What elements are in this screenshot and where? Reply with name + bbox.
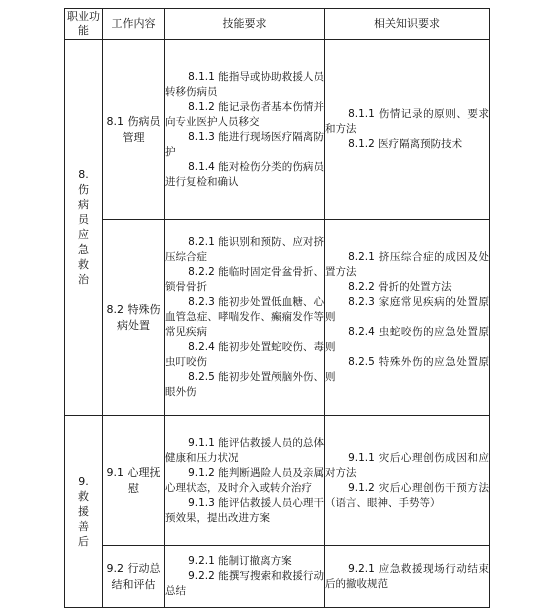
header-skill: 技能要求 — [165, 9, 325, 40]
knowledge-cell — [325, 546, 490, 608]
knowledge-item: 8.1.2 医疗隔离预防技术 — [348, 138, 463, 150]
skill-cell — [165, 40, 325, 220]
skill-item: 8.2.3 能初步处置低血糖、心血管急症、哮喘发作、癫痫发作等常见疾病 — [165, 296, 324, 338]
header-function: 职业功能 — [65, 9, 103, 40]
work-cell: 8.2 特殊伤病处置 — [103, 220, 165, 416]
knowledge-item: 8.2.2 骨折的处置方法 — [348, 281, 452, 293]
knowledge-item: 8.2.1 挤压综合症的成因及处置方法 — [325, 251, 489, 278]
skill-item: 9.2.1 能制订撤离方案 — [188, 555, 292, 567]
skill-item: 9.2.2 能撰写搜索和救援行动总结 — [165, 570, 324, 597]
knowledge-item: 8.2.4 虫蛇咬伤的应急处置原则 — [325, 326, 489, 353]
table-row — [65, 546, 490, 608]
knowledge-item: 9.1.1 灾后心理创伤成因和应对方法 — [325, 451, 489, 479]
knowledge-cell — [325, 40, 490, 220]
table-header-row — [65, 9, 490, 40]
skills-table — [64, 8, 490, 608]
knowledge-item: 9.2.1 应急救援现场行动结束后的撤收规范 — [325, 562, 489, 590]
skill-item: 8.1.1 能指导或协助救援人员转移伤病员 — [165, 70, 324, 98]
work-cell: 9.1 心理抚慰 — [103, 416, 165, 546]
table-row — [65, 40, 490, 220]
skill-cell — [165, 220, 325, 416]
skill-item: 8.1.4 能对检伤分类的伤病员进行复检和确认 — [165, 160, 324, 188]
work-cell: 9.2 行动总结和评估 — [103, 546, 165, 608]
header-knowledge: 相关知识要求 — [325, 9, 490, 40]
knowledge-item: 8.2.3 家庭常见疾病的处置原则 — [325, 296, 489, 323]
skill-item: 9.1.3 能评估救援人员心理干预效果，提出改进方案 — [165, 496, 324, 524]
knowledge-item: 8.1.1 伤情记录的原则、要求和方法 — [325, 108, 489, 135]
skill-item: 8.2.1 能识别和预防、应对挤压综合症 — [165, 236, 324, 263]
skill-item: 8.1.3 能进行现场医疗隔离防护 — [165, 130, 324, 158]
function-label: 8.伤病员应急救治 — [78, 168, 89, 286]
header-work: 工作内容 — [103, 9, 165, 40]
skill-item: 8.2.2 能临时固定骨盆骨折、锁骨骨折 — [165, 266, 324, 293]
skill-item: 8.2.4 能初步处置蛇咬伤、毒虫叮咬伤 — [165, 341, 324, 368]
knowledge-item: 9.1.2 灾后心理创伤干预方法（语言、眼神、手势等） — [325, 481, 489, 509]
work-cell: 8.1 伤病员管理 — [103, 40, 165, 220]
skill-item: 9.1.2 能判断遇险人员及亲属心理状态，及时介入或转介治疗 — [165, 466, 324, 494]
skill-item: 8.1.2 能记录伤者基本伤情并向专业医护人员移交 — [165, 100, 324, 128]
function-label: 9.救援善后 — [78, 474, 89, 548]
function-cell — [65, 416, 103, 608]
table-row — [65, 416, 490, 546]
knowledge-item: 8.2.5 特殊外伤的应急处置原则 — [325, 356, 489, 383]
skill-item: 9.1.1 能评估救援人员的总体健康和压力状况 — [165, 436, 324, 464]
skill-item: 8.2.5 能初步处置颅脑外伤、眼外伤 — [165, 371, 324, 398]
skill-cell — [165, 416, 325, 546]
table-row — [65, 220, 490, 416]
function-cell — [65, 40, 103, 416]
knowledge-cell — [325, 416, 490, 546]
knowledge-cell — [325, 220, 490, 416]
skill-cell — [165, 546, 325, 608]
